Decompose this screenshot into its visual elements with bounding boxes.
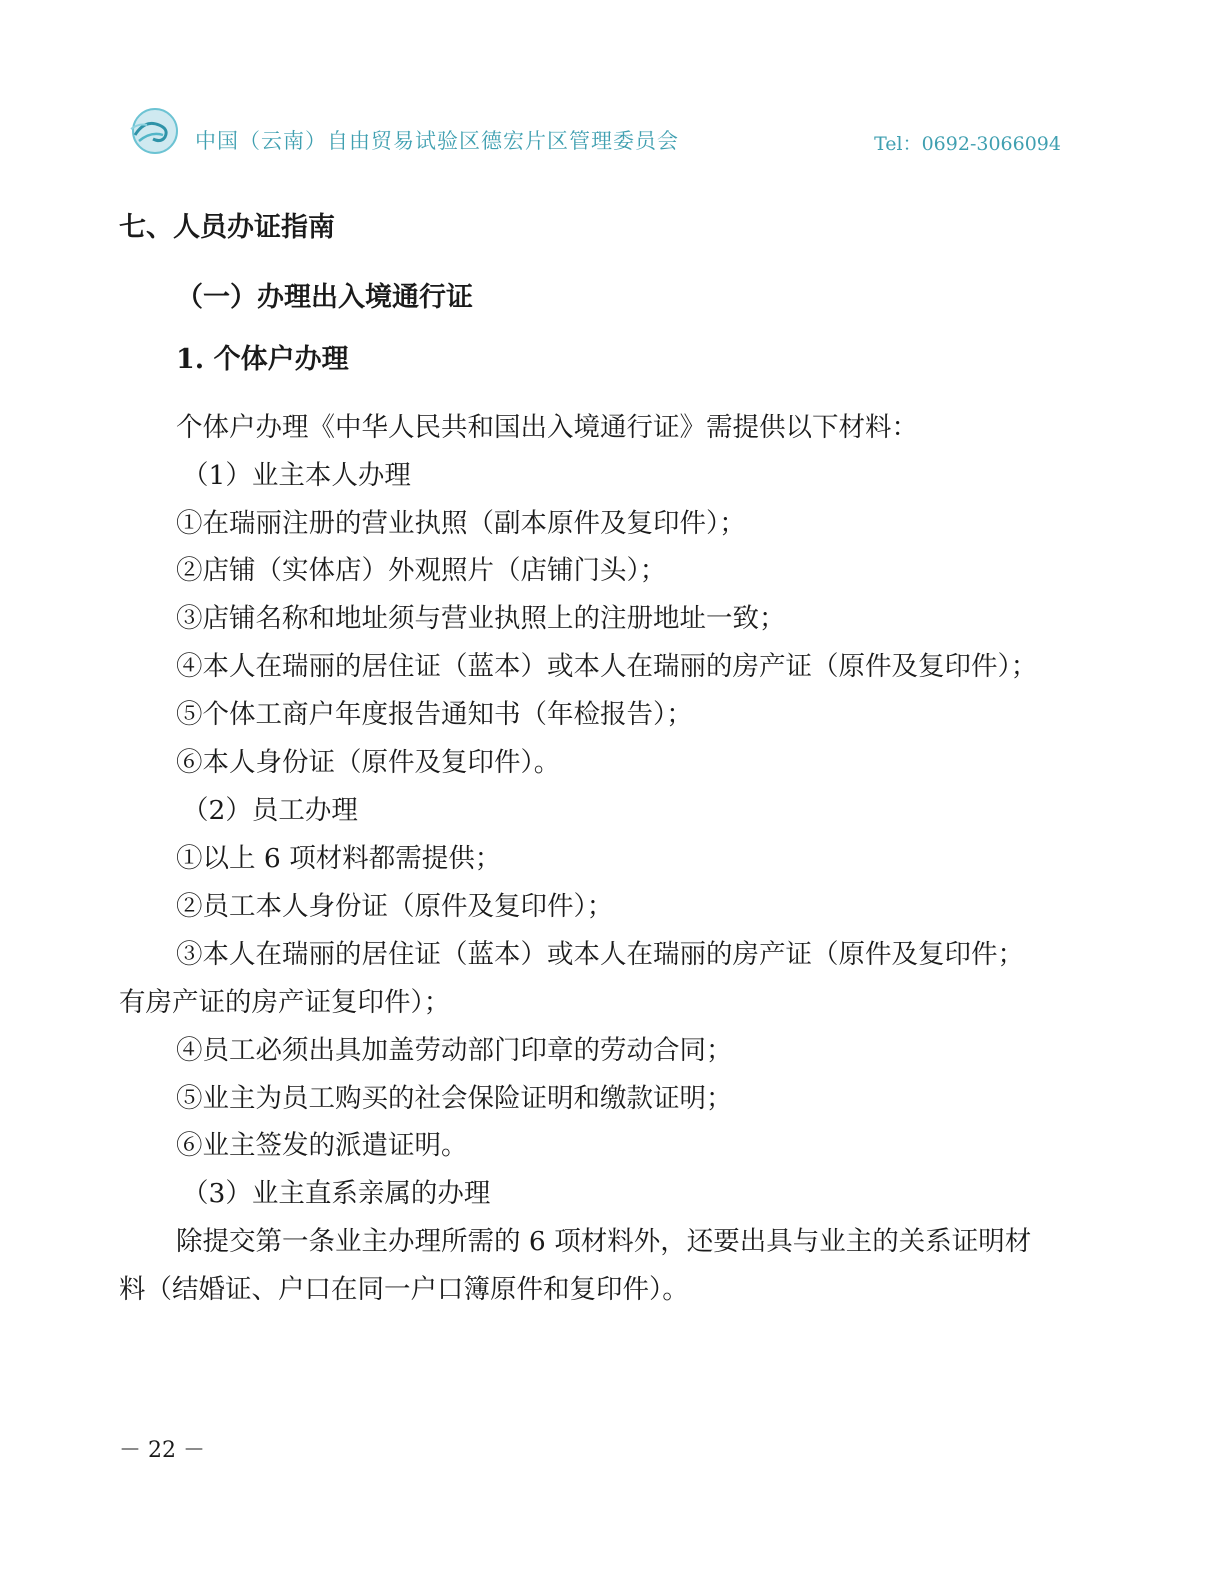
employee-item: ⑥业主签发的派遣证明。 — [176, 1130, 468, 1161]
section-title: 七、人员办证指南 — [119, 212, 335, 243]
employee-item: ③本人在瑞丽的居住证（蓝本）或本人在瑞丽的房产证（原件及复印件； — [176, 939, 1024, 970]
item-title: 1. 个体户办理 — [176, 344, 349, 375]
owner-item: ⑤个体工商户年度报告通知书（年检报告）； — [176, 699, 693, 730]
page-number: － 22 － — [119, 1438, 205, 1463]
intro-paragraph: 个体户办理《中华人民共和国出入境通行证》需提供以下材料： — [176, 412, 918, 443]
owner-item: ⑥本人身份证（原件及复印件）。 — [176, 747, 561, 778]
organization-name: 中国（云南）自由贸易试验区德宏片区管理委员会 — [195, 129, 679, 153]
employee-item: ①以上 6 项材料都需提供； — [176, 843, 502, 874]
owner-title: （1）业主本人办理 — [182, 460, 411, 491]
employee-item: ⑤业主为员工购买的社会保险证明和缴款证明； — [176, 1083, 733, 1114]
owner-item: ②店铺（实体店）外观照片（店铺门头）； — [176, 555, 667, 586]
relatives-title: （3）业主直系亲属的办理 — [182, 1178, 491, 1209]
telephone: Tel：0692-3066094 — [874, 133, 1061, 155]
employee-title: （2）员工办理 — [182, 795, 358, 826]
owner-item: ①在瑞丽注册的营业执照（副本原件及复印件）； — [176, 508, 746, 539]
owner-item: ③店铺名称和地址须与营业执照上的注册地址一致； — [176, 603, 786, 634]
relatives-paragraph: 除提交第一条业主办理所需的 6 项材料外，还要出具与业主的关系证明材 — [176, 1226, 1032, 1257]
owner-item: ④本人在瑞丽的居住证（蓝本）或本人在瑞丽的房产证（原件及复印件）； — [176, 651, 1038, 682]
wave-circle-logo-icon — [125, 105, 183, 157]
employee-item: ④员工必须出具加盖劳动部门印章的劳动合同； — [176, 1035, 733, 1066]
employee-item: ②员工本人身份证（原件及复印件）； — [176, 891, 614, 922]
relatives-paragraph-continuation: 料（结婚证、户口在同一户口簿原件和复印件）。 — [119, 1274, 689, 1305]
page-header — [125, 105, 1085, 165]
subsection-title: （一）办理出入境通行证 — [176, 282, 473, 313]
employee-item-continuation: 有房产证的房产证复印件）； — [119, 987, 451, 1018]
